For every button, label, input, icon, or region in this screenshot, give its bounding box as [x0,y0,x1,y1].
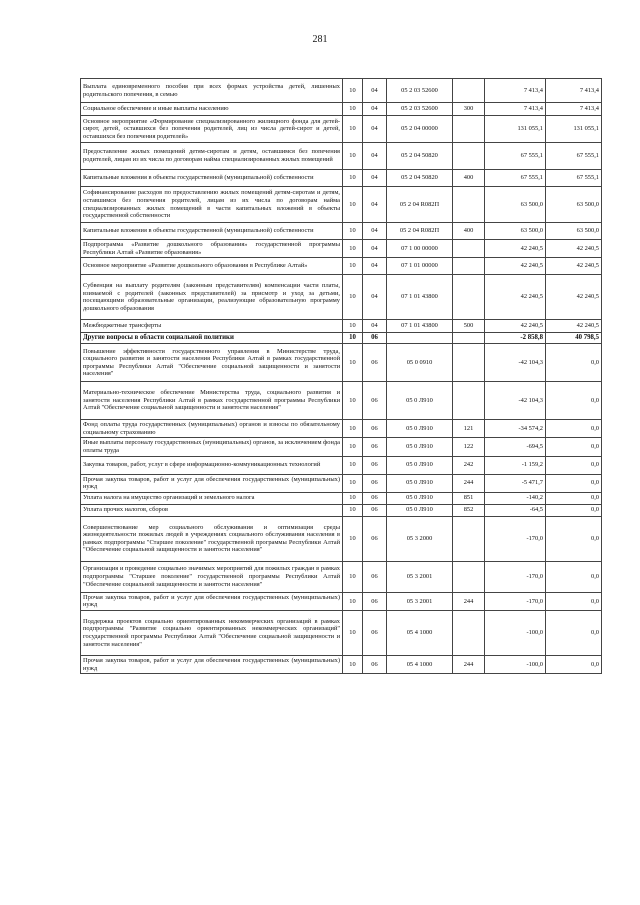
section-code: 10 [343,258,363,275]
row-name: Капитальные вложения в объекты государственной (муниципальной) собственности [81,223,343,240]
subsection-code: 04 [363,170,387,187]
amount-total: 0,0 [546,610,602,655]
section-code: 10 [343,420,363,438]
table-row [81,223,602,240]
subsection-code: 04 [363,79,387,103]
subsection-code: 06 [363,655,387,673]
subsection-code: 06 [363,474,387,492]
target-article-code: 05 2 04 R082П [387,223,453,240]
row-name: Основное мероприятие «Развитие дошкольного образования в Республике Алтай» [81,258,343,275]
table-row [81,103,602,116]
expense-type-code: 300 [453,103,485,116]
amount-total: 0,0 [546,655,602,673]
subsection-code: 06 [363,561,387,592]
row-name: Фонд оплаты труда государственных (муниципальных) органов и взносы по обязательному социальному страхованию [81,420,343,438]
table-row [81,240,602,258]
row-name: Межбюджетные трансферты [81,320,343,333]
amount-total: 0,0 [546,456,602,474]
subsection-code: 06 [363,456,387,474]
amount-total: 0,0 [546,561,602,592]
section-code: 10 [343,333,363,344]
subsection-code: 04 [363,103,387,116]
table-row [81,504,602,516]
table-row [81,79,602,103]
target-article-code: 05 4 1000 [387,655,453,673]
expense-type-code: 242 [453,456,485,474]
subsection-code: 06 [363,438,387,456]
expense-type-code [453,344,485,382]
section-code: 10 [343,116,363,143]
table-row [81,170,602,187]
section-code: 10 [343,143,363,170]
page-number: 281 [312,34,328,45]
amount-change: 42 240,5 [485,275,546,320]
amount-total: 63 500,0 [546,223,602,240]
expense-type-code: 500 [453,320,485,333]
section-code: 10 [343,561,363,592]
expense-type-code [453,382,485,420]
amount-total: 67 555,1 [546,170,602,187]
table-row [81,143,602,170]
amount-total: 7 413,4 [546,79,602,103]
amount-total: 0,0 [546,438,602,456]
table-row [81,610,602,655]
amount-change: -694,5 [485,438,546,456]
table-row [81,516,602,561]
row-name: Организация и проведение социально значимых мероприятий для пожилых граждан в рамках подпрограммы "Старшее поколение" государственной программы Республики Алтай "Обеспечение социальной защищенности и занятости населения" [81,561,343,592]
row-name: Прочая закупка товаров, работ и услуг для обеспечения государственных (муниципальных) нужд [81,655,343,673]
target-article-code: 05 3 2001 [387,561,453,592]
expense-type-code [453,187,485,223]
amount-total: 0,0 [546,420,602,438]
section-code: 10 [343,655,363,673]
row-name: Уплата прочих налогов, сборов [81,504,343,516]
amount-total: 7 413,4 [546,103,602,116]
subsection-code: 06 [363,382,387,420]
amount-total: 0,0 [546,382,602,420]
subsection-code: 04 [363,116,387,143]
section-code: 10 [343,438,363,456]
row-name: Уплата налога на имущество организаций и земельного налога [81,492,343,504]
section-code: 10 [343,456,363,474]
table-row [81,116,602,143]
table-row [81,320,602,333]
section-code: 10 [343,382,363,420]
subsection-code: 06 [363,504,387,516]
amount-change: -64,5 [485,504,546,516]
target-article-code: 05 2 03 52600 [387,103,453,116]
expense-type-code: 244 [453,474,485,492]
section-code: 10 [343,187,363,223]
subsection-code: 06 [363,420,387,438]
expense-type-code [453,258,485,275]
row-name: Другие вопросы в области социальной политики [81,333,343,344]
amount-change: 42 240,5 [485,240,546,258]
amount-change: 42 240,5 [485,258,546,275]
subsection-code: 04 [363,320,387,333]
amount-total: 42 240,5 [546,240,602,258]
table-row [81,275,602,320]
section-code: 10 [343,610,363,655]
row-name: Прочая закупка товаров, работ и услуг для обеспечения государственных (муниципальных) нужд [81,592,343,610]
row-name: Закупка товаров, работ, услуг в сфере информационно-коммуникационных технологий [81,456,343,474]
amount-change: 7 413,4 [485,79,546,103]
amount-total: 42 240,5 [546,258,602,275]
row-name: Поддержка проектов социально ориентированных некоммерческих организаций в рамках подпрограммы "Развитие социально ориентированных некоммерческих организаций" государственной программы Республики Алтай "Обеспечение социальной защищенности и занятости населения" [81,610,343,655]
subsection-code: 06 [363,516,387,561]
row-name: Материально-техническое обеспечение Министерства труда, социального развития и занятости населения Республики Алтай в рамках государственной программы Республики Алтай "Обеспечение социальной защищенности и занятости населения" [81,382,343,420]
expense-type-code: 121 [453,420,485,438]
target-article-code: 05 0 Л910 [387,382,453,420]
amount-change: -170,0 [485,516,546,561]
target-article-code: 05 2 04 50820 [387,170,453,187]
amount-total: 0,0 [546,492,602,504]
target-article-code: 05 0 Л910 [387,474,453,492]
table-row [81,333,602,344]
amount-change: -1 159,2 [485,456,546,474]
amount-change: 7 413,4 [485,103,546,116]
amount-total: 42 240,5 [546,320,602,333]
expense-type-code: 400 [453,223,485,240]
amount-total: 0,0 [546,474,602,492]
table-row [81,382,602,420]
table-row [81,492,602,504]
subsection-code: 04 [363,258,387,275]
amount-total: 0,0 [546,516,602,561]
target-article-code: 05 0 Л910 [387,420,453,438]
table-row [81,456,602,474]
section-code: 10 [343,240,363,258]
row-name: Прочая закупка товаров, работ и услуг для обеспечения государственных (муниципальных) нужд [81,474,343,492]
section-code: 10 [343,504,363,516]
section-code: 10 [343,344,363,382]
row-name: Субвенция на выплату родителям (законным представителям) компенсации части платы, взимаемой с родителей (законных представителей) за присмотр и уход за детьми, посещающими образовательные организации, реализующие образовательную программу дошкольного образования [81,275,343,320]
expense-type-code: 244 [453,655,485,673]
row-name: Основное мероприятие «Формирование специализированного жилищного фонда для детей-сирот, детей, оставшихся без попечения родителей, лиц из числа детей-сирот и детей, оставшихся без попечения родителей» [81,116,343,143]
table-row [81,474,602,492]
amount-change: 42 240,5 [485,320,546,333]
target-article-code: 07 1 00 00000 [387,240,453,258]
expense-type-code [453,79,485,103]
section-code: 10 [343,592,363,610]
target-article-code: 05 2 04 00000 [387,116,453,143]
target-article-code: 07 1 01 43800 [387,275,453,320]
row-name: Софинансирование расходов по предоставлению жилых помещений детям-сиротам и детям, оставшимся без попечения родителей, лицам из их числа по договорам найма специализированных жилых помещений в части капитальных вложений в объекты государственной собственности [81,187,343,223]
subsection-code: 06 [363,592,387,610]
table-row [81,592,602,610]
expense-type-code: 852 [453,504,485,516]
section-code: 10 [343,275,363,320]
subsection-code: 06 [363,492,387,504]
target-article-code: 07 1 01 00000 [387,258,453,275]
table-row [81,187,602,223]
expense-type-code [453,240,485,258]
amount-change: -100,0 [485,655,546,673]
expense-type-code [453,561,485,592]
target-article-code [387,333,453,344]
expense-type-code: 400 [453,170,485,187]
table-row [81,344,602,382]
target-article-code: 05 4 1000 [387,610,453,655]
amount-change: -42 104,3 [485,344,546,382]
table-row [81,561,602,592]
amount-change: -170,0 [485,592,546,610]
amount-total: 63 500,0 [546,187,602,223]
expense-type-code [453,143,485,170]
row-name: Совершенствование мер социального обслуживания и оптимизация среды жизнедеятельности пожилых людей в учреждениях социального обслуживания населения в рамках подпрограммы "Старшее поколение" государственной программы Республики Алтай "Обеспечение социальной защищенности и занятости населения" [81,516,343,561]
subsection-code: 04 [363,143,387,170]
table-row [81,258,602,275]
amount-change: -42 104,3 [485,382,546,420]
section-code: 10 [343,170,363,187]
expense-type-code [453,333,485,344]
table-body [81,79,602,674]
table-row [81,420,602,438]
row-name: Повышение эффективности государственного управления в Министерстве труда, социального развития и занятости населения Республики Алтай в рамках государственной программы Республики Алтай "Обеспечение социальной защищенности и занятости населения" [81,344,343,382]
amount-change: -100,0 [485,610,546,655]
subsection-code: 04 [363,240,387,258]
section-code: 10 [343,320,363,333]
section-code: 10 [343,223,363,240]
amount-change: 67 555,1 [485,143,546,170]
amount-change: -5 471,7 [485,474,546,492]
expense-type-code: 244 [453,592,485,610]
row-name: Подпрограмма «Развитие дошкольного образования» государственной программы Республики Алтай «Развитие образования» [81,240,343,258]
amount-change: 63 500,0 [485,187,546,223]
target-article-code: 05 2 04 50820 [387,143,453,170]
subsection-code: 04 [363,275,387,320]
expense-type-code [453,116,485,143]
subsection-code: 06 [363,333,387,344]
target-article-code: 05 2 04 R082П [387,187,453,223]
target-article-code: 05 3 2000 [387,516,453,561]
row-name: Выплата единовременного пособия при всех формах устройства детей, лишенных родительского попечения, в семью [81,79,343,103]
row-name: Иные выплаты персоналу государственных (муниципальных) органов, за исключением фонда оплаты труда [81,438,343,456]
amount-change: 131 055,1 [485,116,546,143]
amount-total: 40 798,5 [546,333,602,344]
row-name: Капитальные вложения в объекты государственной (муниципальной) собственности [81,170,343,187]
amount-total: 67 555,1 [546,143,602,170]
expense-type-code: 122 [453,438,485,456]
expense-type-code [453,275,485,320]
target-article-code: 05 0 Л910 [387,504,453,516]
amount-total: 0,0 [546,504,602,516]
amount-total: 0,0 [546,592,602,610]
amount-total: 0,0 [546,344,602,382]
amount-change: 67 555,1 [485,170,546,187]
target-article-code: 05 0 Л910 [387,456,453,474]
expense-type-code [453,610,485,655]
section-code: 10 [343,492,363,504]
section-code: 10 [343,474,363,492]
subsection-code: 04 [363,223,387,240]
amount-total: 42 240,5 [546,275,602,320]
subsection-code: 06 [363,344,387,382]
target-article-code: 05 0 Л910 [387,438,453,456]
target-article-code: 05 0 Л910 [387,492,453,504]
section-code: 10 [343,103,363,116]
table-row [81,655,602,673]
amount-total: 131 055,1 [546,116,602,143]
target-article-code: 05 3 2001 [387,592,453,610]
amount-change: -170,0 [485,561,546,592]
expense-type-code [453,516,485,561]
row-name: Предоставление жилых помещений детям-сиротам и детям, оставшимся без попечения родителей, лицам из их числа по договорам найма специализированных жилых помещений [81,143,343,170]
amount-change: -34 574,2 [485,420,546,438]
amount-change: -2 858,8 [485,333,546,344]
subsection-code: 06 [363,610,387,655]
amount-change: -140,2 [485,492,546,504]
target-article-code: 05 2 03 52600 [387,79,453,103]
amount-change: 63 500,0 [485,223,546,240]
table-row [81,438,602,456]
expense-type-code: 851 [453,492,485,504]
subsection-code: 04 [363,187,387,223]
section-code: 10 [343,516,363,561]
row-name: Социальное обеспечение и иные выплаты населению [81,103,343,116]
section-code: 10 [343,79,363,103]
target-article-code: 07 1 01 43800 [387,320,453,333]
budget-table [80,78,602,674]
target-article-code: 05 0 0910 [387,344,453,382]
